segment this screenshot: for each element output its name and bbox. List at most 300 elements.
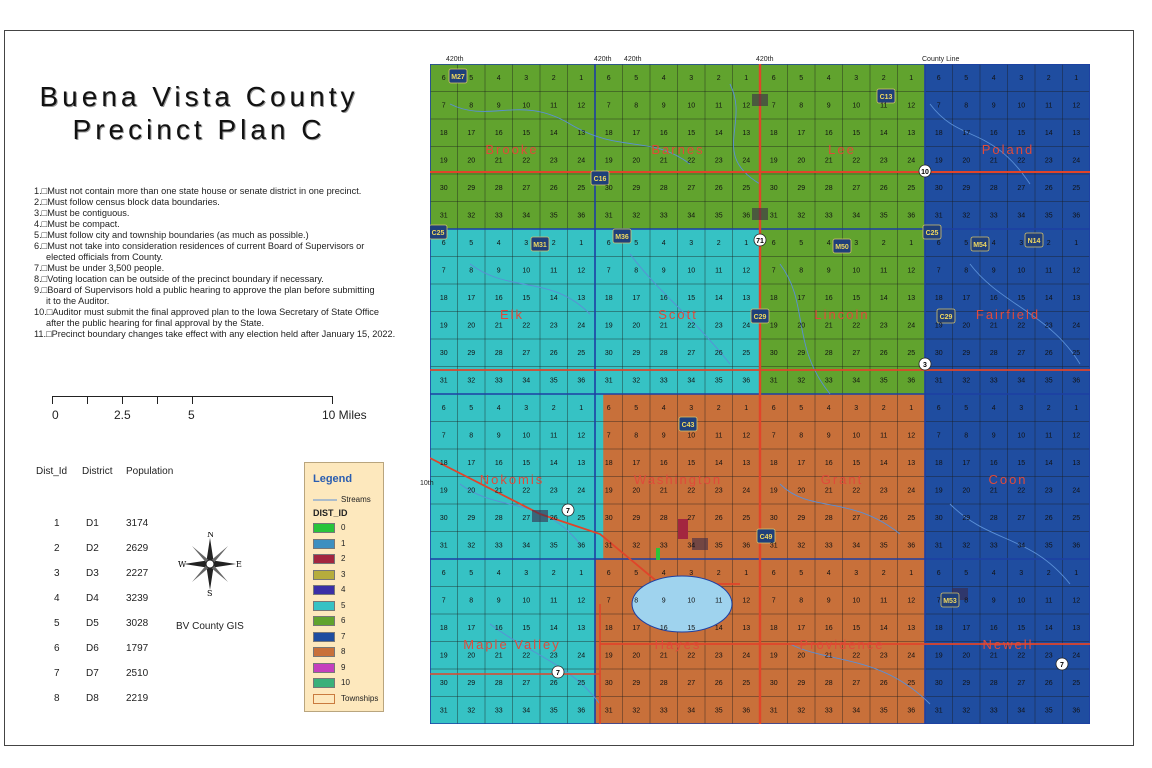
section-number: 14: [714, 295, 723, 302]
section-number: 15: [1017, 625, 1026, 632]
section-number: 36: [577, 212, 586, 220]
section-number: 22: [522, 322, 531, 330]
section-number: 27: [1017, 680, 1026, 687]
section-number: 31: [769, 707, 778, 715]
section-number: 8: [799, 267, 804, 275]
section-number: 25: [577, 680, 586, 687]
section-number: 2: [716, 405, 721, 412]
section-number: 11: [880, 102, 888, 110]
section-number: 23: [549, 487, 558, 495]
section-number: 34: [1017, 542, 1026, 550]
scale-label: 5: [188, 408, 195, 422]
section-number: 29: [962, 185, 971, 192]
section-number: 1: [744, 405, 749, 412]
section-number: 11: [715, 102, 723, 110]
section-number: 30: [934, 515, 943, 522]
section-number: 21: [824, 322, 833, 330]
section-number: 1: [579, 75, 584, 82]
section-number: 22: [687, 487, 696, 495]
section-number: 25: [1072, 680, 1081, 687]
section-number: 14: [1044, 130, 1053, 137]
section-number: 15: [852, 460, 861, 467]
table-cell: D3: [86, 568, 99, 579]
township-label: Fairfield: [975, 307, 1041, 322]
section-number: 27: [522, 680, 531, 687]
section-number: 13: [577, 460, 586, 467]
section-number: 18: [439, 130, 448, 137]
section-number: 22: [1017, 157, 1026, 165]
section-number: 22: [852, 652, 861, 660]
section-number: 21: [824, 157, 833, 165]
section-number: 23: [1044, 652, 1053, 660]
section-number: 13: [907, 460, 916, 467]
section-number: 24: [742, 157, 751, 165]
section-number: 27: [1017, 350, 1026, 357]
section-number: 11: [880, 597, 888, 605]
section-number: 21: [989, 487, 998, 495]
section-number: 12: [577, 432, 586, 440]
section-number: 10: [687, 597, 696, 605]
section-number: 31: [439, 542, 448, 550]
section-number: 19: [934, 652, 943, 660]
section-number: 21: [989, 652, 998, 660]
section-number: 34: [1017, 707, 1026, 715]
section-number: 17: [962, 130, 971, 137]
legend-swatch: [313, 632, 335, 642]
section-number: 17: [467, 130, 476, 137]
section-number: 23: [1044, 157, 1053, 165]
section-number: 4: [991, 240, 996, 247]
section-number: 3: [854, 240, 859, 247]
section-number: 5: [634, 75, 639, 82]
section-number: 17: [797, 460, 806, 467]
section-number: 7: [606, 597, 611, 605]
section-number: 23: [714, 157, 723, 165]
section-number: 25: [742, 185, 751, 192]
section-number: 18: [439, 295, 448, 302]
section-number: 35: [714, 707, 723, 715]
section-number: 34: [522, 377, 531, 385]
section-number: 16: [989, 460, 998, 467]
rule-item: 8.□Voting location can be outside of the precinct boundary if necessary.: [34, 274, 324, 284]
table-header: District: [82, 466, 113, 477]
section-number: 4: [661, 75, 666, 82]
section-number: 21: [989, 322, 998, 330]
section-number: 6: [936, 240, 941, 247]
section-number: 6: [936, 570, 941, 577]
table-cell: 8: [54, 693, 60, 704]
section-number: 7: [441, 267, 446, 275]
legend-swatch: [313, 539, 335, 549]
section-number: 31: [934, 542, 943, 550]
section-number: 19: [769, 157, 778, 165]
section-number: 9: [661, 597, 666, 605]
scale-bar: [52, 396, 336, 408]
rule-item: 5.□Must follow city and township boundaries (as much as possible.): [34, 230, 309, 240]
section-number: 28: [824, 185, 833, 192]
section-number: 1: [744, 570, 749, 577]
section-number: 36: [577, 377, 586, 385]
rule-item: 4.□Must be compact.: [34, 219, 120, 229]
section-number: 3: [1019, 75, 1024, 82]
section-number: 25: [1072, 185, 1081, 192]
section-number: 23: [879, 157, 888, 165]
section-number: 33: [824, 707, 833, 715]
legend-label: 10: [341, 678, 350, 687]
section-number: 36: [742, 707, 751, 715]
section-number: 22: [852, 487, 861, 495]
section-number: 33: [494, 377, 503, 385]
section-number: 24: [1072, 652, 1081, 660]
section-number: 9: [826, 597, 831, 605]
county-precinct-map: [430, 64, 1090, 724]
section-number: 1: [744, 240, 749, 247]
section-number: 21: [989, 157, 998, 165]
section-number: 18: [604, 460, 613, 467]
section-number: 15: [522, 130, 531, 137]
route-label: M54: [973, 242, 987, 249]
section-number: 9: [826, 432, 831, 440]
section-number: 26: [1044, 680, 1053, 687]
section-number: 35: [1044, 377, 1053, 385]
section-number: 8: [469, 267, 474, 275]
section-number: 21: [659, 322, 668, 330]
section-number: 2: [716, 570, 721, 577]
section-number: 13: [577, 130, 586, 137]
section-number: 7: [771, 597, 776, 605]
section-number: 11: [715, 432, 723, 440]
section-number: 14: [714, 460, 723, 467]
section-number: 7: [936, 432, 941, 440]
section-number: 14: [879, 295, 888, 302]
section-number: 36: [742, 377, 751, 385]
township-label: Poland: [981, 142, 1035, 157]
section-number: 4: [991, 75, 996, 82]
section-number: 3: [854, 570, 859, 577]
section-number: 30: [769, 515, 778, 522]
route-label: C49: [759, 534, 773, 541]
section-number: 6: [441, 75, 446, 82]
section-number: 35: [879, 377, 888, 385]
section-number: 13: [742, 460, 751, 467]
legend-swatch: [313, 601, 335, 611]
route-label: M31: [533, 242, 547, 249]
section-number: 34: [687, 212, 696, 220]
section-number: 21: [494, 157, 503, 165]
section-number: 5: [469, 570, 474, 577]
section-number: 11: [880, 267, 888, 275]
section-number: 24: [577, 157, 586, 165]
section-number: 34: [687, 377, 696, 385]
section-number: 34: [852, 542, 861, 550]
section-number: 2: [716, 75, 721, 82]
section-number: 28: [659, 680, 668, 687]
section-number: 3: [1019, 570, 1024, 577]
section-number: 16: [659, 625, 668, 632]
table-cell: 3: [54, 568, 60, 579]
title-line-2: Precinct Plan C: [72, 114, 326, 145]
section-number: 7: [771, 432, 776, 440]
section-number: 23: [549, 157, 558, 165]
section-number: 11: [1045, 102, 1053, 110]
section-number: 9: [496, 597, 501, 605]
section-number: 1: [909, 75, 914, 82]
section-number: 26: [879, 680, 888, 687]
section-number: 14: [549, 460, 558, 467]
table-cell: 2227: [126, 568, 149, 579]
table-cell: 1797: [126, 643, 149, 654]
township-label: Newell: [982, 637, 1034, 652]
section-number: 11: [550, 267, 558, 275]
section-number: 26: [714, 350, 723, 357]
section-number: 18: [769, 460, 778, 467]
section-number: 11: [880, 432, 888, 440]
section-number: 1: [579, 570, 584, 577]
section-number: 32: [632, 212, 641, 220]
precinct-rules-list: [34, 186, 414, 340]
section-number: 36: [1072, 707, 1081, 715]
section-number: 9: [661, 102, 666, 110]
section-number: 12: [907, 267, 916, 275]
section-number: 35: [1044, 212, 1053, 220]
section-number: 19: [604, 487, 613, 495]
legend-label: 7: [341, 631, 346, 641]
route-label: M36: [615, 234, 629, 241]
section-number: 8: [964, 102, 969, 110]
township-label: Nokomis: [479, 472, 545, 487]
section-number: 32: [962, 542, 971, 550]
section-number: 17: [632, 130, 641, 137]
section-number: 30: [604, 185, 613, 192]
section-number: 2: [551, 405, 556, 412]
section-number: 13: [1072, 295, 1081, 302]
rule-item: 10.□Auditor must submit the final approved plan to the Iowa Secretary of State Office: [34, 307, 379, 317]
section-number: 16: [494, 130, 503, 137]
section-number: 28: [659, 185, 668, 192]
section-number: 29: [797, 515, 806, 522]
legend-swatch: [313, 523, 335, 533]
section-number: 7: [771, 267, 776, 275]
section-number: 30: [439, 185, 448, 192]
section-number: 26: [714, 680, 723, 687]
section-number: 25: [577, 350, 586, 357]
section-number: 8: [634, 432, 639, 440]
section-number: 6: [441, 240, 446, 247]
section-number: 13: [742, 295, 751, 302]
section-number: 33: [659, 377, 668, 385]
section-number: 34: [852, 377, 861, 385]
rule-item: 9.□Board of Supervisors hold a public hearing to approve the plan before submitting: [34, 285, 375, 295]
town-area: [532, 510, 548, 522]
section-number: 12: [1072, 597, 1081, 605]
township-label: Washington: [633, 472, 723, 487]
section-number: 3: [854, 405, 859, 412]
section-number: 21: [659, 487, 668, 495]
map-legend: [304, 462, 384, 712]
section-number: 6: [936, 405, 941, 412]
section-number: 4: [661, 405, 666, 412]
route-label: M53: [943, 598, 957, 605]
table-header: Population: [126, 466, 174, 477]
section-number: 32: [797, 377, 806, 385]
section-number: 27: [687, 515, 696, 522]
section-number: 2: [881, 75, 886, 82]
section-number: 11: [715, 267, 723, 275]
section-number: 9: [496, 432, 501, 440]
section-number: 15: [522, 295, 531, 302]
section-number: 2: [1046, 405, 1051, 412]
district-2-area: [678, 519, 688, 539]
township-label: Scott: [658, 307, 698, 322]
section-number: 9: [991, 102, 996, 110]
section-number: 27: [852, 350, 861, 357]
section-number: 12: [577, 267, 586, 275]
section-number: 1: [909, 570, 914, 577]
section-number: 15: [1017, 130, 1026, 137]
section-number: 32: [467, 542, 476, 550]
section-number: 30: [604, 350, 613, 357]
section-number: 4: [496, 240, 501, 247]
section-number: 24: [1072, 157, 1081, 165]
table-cell: D1: [86, 518, 99, 529]
section-number: 26: [714, 515, 723, 522]
route-label: C25: [925, 230, 939, 237]
section-number: 17: [797, 625, 806, 632]
section-number: 10: [522, 597, 531, 605]
section-number: 7: [441, 102, 446, 110]
section-number: 5: [964, 570, 969, 577]
section-number: 19: [934, 322, 943, 330]
section-number: 20: [467, 652, 476, 660]
rule-item: it to the Auditor.: [46, 296, 110, 306]
compass-n: N: [207, 532, 214, 539]
section-number: 36: [577, 542, 586, 550]
section-number: 36: [742, 542, 751, 550]
section-number: 24: [907, 652, 916, 660]
section-number: 29: [467, 350, 476, 357]
section-number: 11: [1045, 267, 1053, 275]
section-number: 31: [934, 707, 943, 715]
section-number: 6: [606, 405, 611, 412]
section-number: 20: [962, 322, 971, 330]
section-number: 13: [742, 625, 751, 632]
section-number: 1: [744, 75, 749, 82]
section-number: 19: [439, 652, 448, 660]
section-number: 2: [881, 240, 886, 247]
section-number: 10: [522, 267, 531, 275]
section-number: 5: [634, 570, 639, 577]
table-cell: D5: [86, 618, 99, 629]
section-number: 22: [687, 322, 696, 330]
section-number: 33: [494, 542, 503, 550]
section-number: 24: [577, 652, 586, 660]
section-number: 25: [742, 350, 751, 357]
township-label: Lee: [828, 142, 856, 157]
section-number: 21: [824, 652, 833, 660]
section-number: 10: [852, 432, 861, 440]
section-number: 16: [824, 130, 833, 137]
section-number: 30: [769, 680, 778, 687]
section-number: 20: [632, 652, 641, 660]
section-number: 32: [632, 542, 641, 550]
section-number: 4: [496, 405, 501, 412]
section-number: 27: [1017, 185, 1026, 192]
section-number: 20: [467, 487, 476, 495]
road-label: County Line: [922, 56, 960, 63]
section-number: 29: [632, 350, 641, 357]
township-label: Coon: [988, 472, 1028, 487]
road-label: 420th: [594, 56, 612, 63]
section-number: 33: [989, 212, 998, 220]
section-number: 16: [659, 130, 668, 137]
section-number: 28: [494, 350, 503, 357]
legend-swatch: [313, 678, 335, 688]
township-label: Brooke: [485, 142, 539, 157]
section-number: 19: [439, 487, 448, 495]
table-cell: 2219: [126, 693, 149, 704]
section-number: 4: [826, 570, 831, 577]
section-number: 25: [1072, 515, 1081, 522]
section-number: 29: [797, 680, 806, 687]
section-number: 10: [1017, 597, 1026, 605]
section-number: 30: [604, 515, 613, 522]
compass-w: W: [178, 560, 187, 569]
table-cell: 2: [54, 543, 60, 554]
section-number: 15: [852, 295, 861, 302]
section-number: 14: [714, 130, 723, 137]
section-number: 27: [1017, 515, 1026, 522]
table-cell: 6: [54, 643, 60, 654]
legend-streams-label: Streams: [341, 495, 371, 504]
section-number: 34: [852, 707, 861, 715]
section-number: 28: [989, 350, 998, 357]
section-number: 1: [1074, 75, 1079, 82]
section-number: 16: [989, 295, 998, 302]
credit-text: BV County GIS: [176, 621, 244, 632]
section-number: 6: [606, 240, 611, 247]
section-number: 5: [634, 240, 639, 247]
table-cell: D4: [86, 593, 99, 604]
section-number: 6: [606, 75, 611, 82]
section-number: 28: [494, 185, 503, 192]
section-number: 11: [1045, 432, 1053, 440]
section-number: 21: [494, 487, 503, 495]
district-population-table: [36, 466, 196, 706]
section-number: 22: [1017, 322, 1026, 330]
section-number: 18: [604, 295, 613, 302]
section-number: 12: [742, 267, 751, 275]
legend-label: 5: [341, 600, 346, 610]
section-number: 6: [441, 570, 446, 577]
section-number: 16: [989, 130, 998, 137]
table-cell: D6: [86, 643, 99, 654]
legend-label: 2: [341, 554, 346, 563]
section-number: 32: [962, 707, 971, 715]
section-number: 3: [689, 75, 694, 82]
section-number: 28: [989, 185, 998, 192]
section-number: 4: [826, 405, 831, 412]
section-number: 17: [632, 460, 641, 467]
section-number: 8: [469, 597, 474, 605]
section-number: 8: [964, 597, 969, 605]
section-number: 8: [469, 432, 474, 440]
section-number: 12: [742, 432, 751, 440]
section-number: 29: [797, 350, 806, 357]
section-number: 24: [742, 652, 751, 660]
section-number: 16: [659, 460, 668, 467]
section-number: 30: [934, 680, 943, 687]
section-number: 27: [687, 350, 696, 357]
